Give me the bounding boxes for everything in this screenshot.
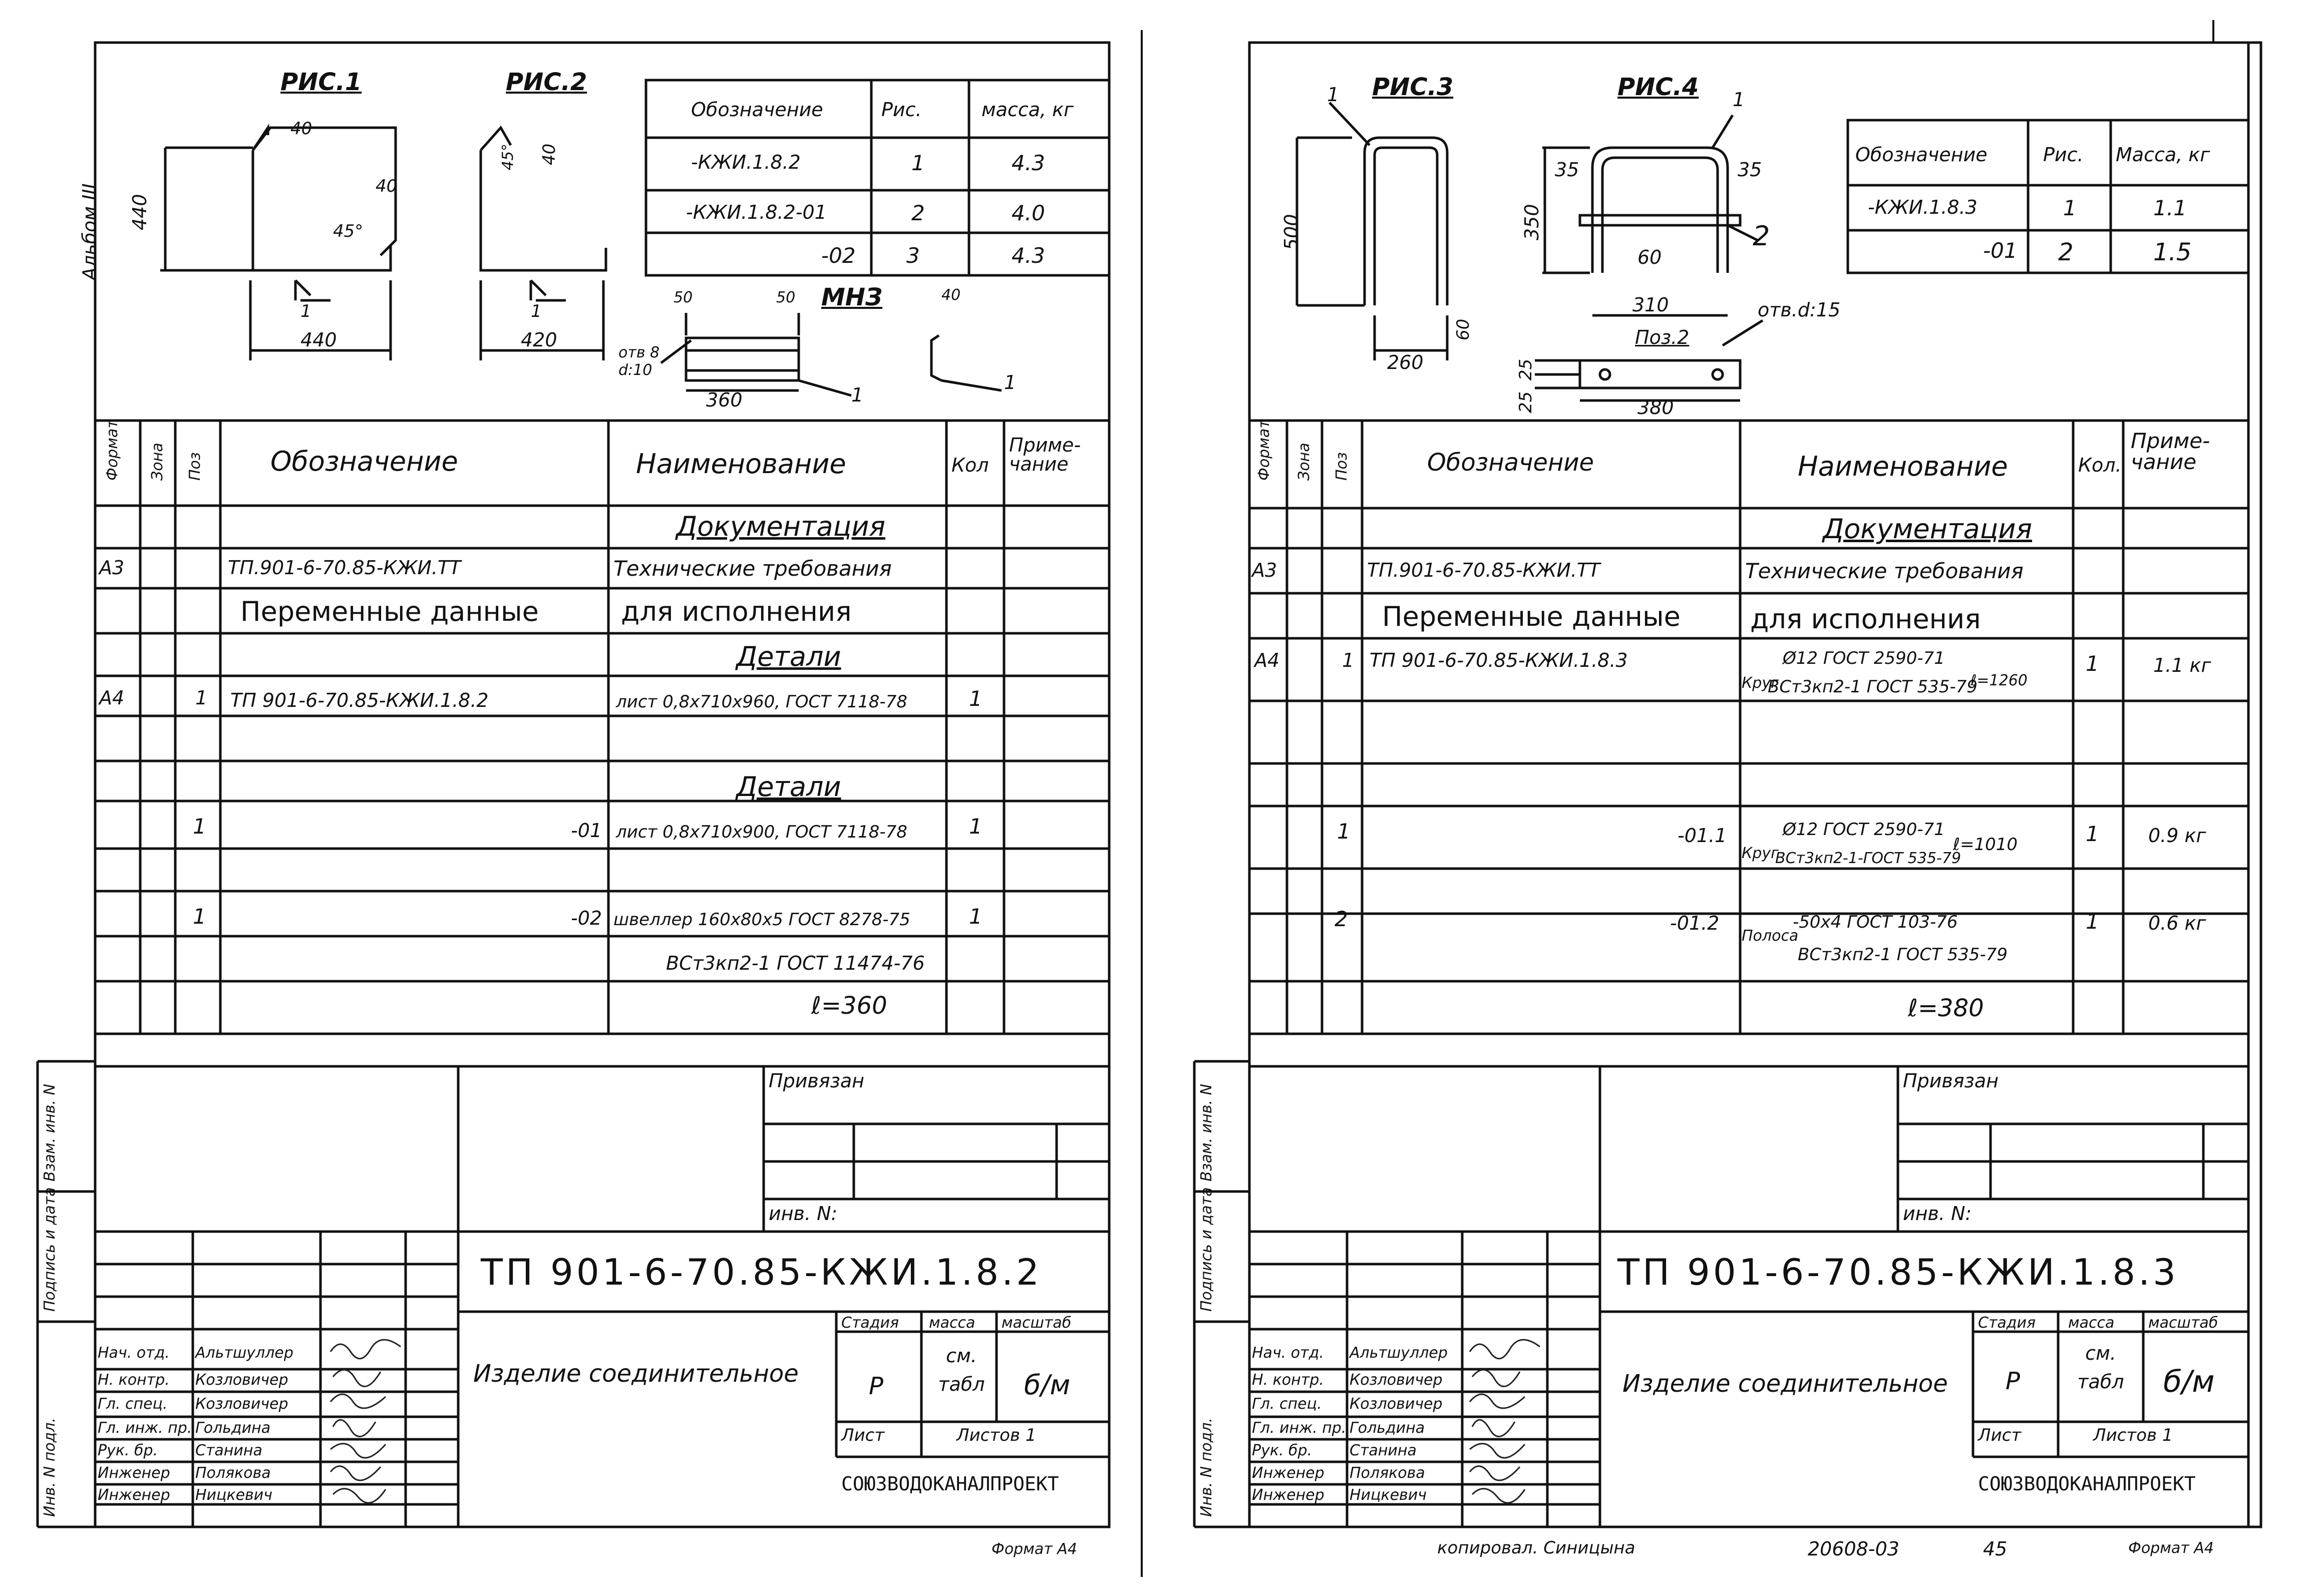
- right-staff-name-2: Козловичер: [1350, 1395, 1443, 1413]
- right-staff-role-1: Н. контр.: [1252, 1371, 1324, 1389]
- left-staff-name-3: Гольдина: [195, 1419, 271, 1437]
- mz3-hole-d: d:10: [618, 361, 652, 379]
- right-doc-code: ТП 901-6-70.85-КЖИ.1.8.3: [1617, 1251, 2179, 1293]
- left-spec-h-qty: Кол: [951, 454, 989, 476]
- fig4-dim-60b: 60: [1453, 318, 1473, 340]
- left-row1-pos: 1: [195, 687, 208, 709]
- right-staff-role-6: Инженер: [1252, 1486, 1325, 1504]
- fig4-dim-25b: 25: [1516, 391, 1536, 413]
- right-row1-note: 1.1 кг: [2153, 654, 2211, 676]
- right-row1-bottom: ВСт3кп2-1 ГОСТ 535-79: [1768, 677, 1978, 697]
- left-row2-pos: 1: [193, 814, 206, 839]
- right-row3-top: -50х4 ГОСТ 103-76: [1793, 912, 1958, 932]
- right-mass-r1c2: 1: [2063, 196, 2077, 220]
- right-row1-top: Ø12 ГОСТ 2590-71: [1783, 648, 1945, 668]
- right-row2-top: Ø12 ГОСТ 2590-71: [1783, 820, 1945, 840]
- left-scale: б/м: [1024, 1369, 1071, 1401]
- right-staff-role-4: Рук. бр.: [1252, 1442, 1312, 1459]
- right-staff-role-0: Нач. отд.: [1252, 1344, 1324, 1362]
- fig4-dim-height: 350: [1521, 204, 1543, 240]
- left-mass-h1: Обозначение: [691, 99, 823, 121]
- left-row2-qty: 1: [969, 814, 982, 839]
- left-format: Формат А4: [992, 1540, 1077, 1558]
- right-mass-r1c3: 1.1: [2153, 196, 2187, 220]
- right-row1-pos: 1: [1342, 649, 1355, 671]
- left-staff-role-6: Инженер: [98, 1486, 170, 1504]
- right-org: СОЮЗВОДОКАНАЛПРОЕКТ: [1978, 1473, 2196, 1495]
- left-spec-h-note: Приме-чание: [1009, 434, 1081, 475]
- right-staff-name-0: Альтшуллер: [1350, 1344, 1448, 1362]
- left-mass-r2c2: 2: [911, 201, 925, 225]
- left-spec-h-pos: Поз: [186, 452, 204, 481]
- left-staff-role-2: Гл. спец.: [98, 1395, 168, 1413]
- right-mass-h3: Масса, кг: [2116, 144, 2210, 166]
- right-row1-format: А4: [1254, 649, 1280, 671]
- fig2-title: РИС.2: [506, 68, 587, 96]
- left-section-details: Детали: [736, 641, 841, 672]
- left-row3-qty: 1: [969, 904, 982, 929]
- fig2-dim-width: 420: [521, 329, 557, 351]
- right-row1-designation: ТП 901-6-70.85-КЖИ.1.8.3: [1370, 649, 1628, 671]
- left-mass-h2: Рис.: [881, 99, 922, 121]
- right-row3-bottom: ВСт3кп2-1 ГОСТ 535-79: [1798, 945, 2008, 965]
- mz3-dim-left: 50: [674, 289, 693, 306]
- right-format: Формат А4: [2128, 1539, 2214, 1557]
- right-row2-bottom: ВСт3кп2-1-ГОСТ 535-79: [1775, 850, 1961, 867]
- right-staff-name-5: Полякова: [1350, 1464, 1425, 1482]
- right-variable: Переменные данные: [1382, 601, 1681, 632]
- left-album-stamp: Альбом III: [79, 183, 101, 280]
- left-mass-r2c3: 4.0: [1012, 201, 1045, 225]
- right-mass-r2c3: 1.5: [2153, 238, 2192, 266]
- right-mass-h1: Обозначение: [1855, 144, 1988, 166]
- right-copied: копировал. Синицына: [1437, 1538, 1635, 1558]
- right-stage: Р: [2006, 1367, 2020, 1395]
- right-row3-designation: -01.2: [1670, 912, 1720, 934]
- left-staff-role-4: Рук. бр.: [98, 1442, 158, 1459]
- fig1-dim-top: 40: [290, 119, 312, 139]
- fig4-hole: отв.d:15: [1758, 299, 1841, 321]
- right-row3-pos: 2: [1335, 907, 1348, 931]
- left-scale-h: масштаб: [1002, 1314, 1072, 1332]
- left-row2-designation: -01: [571, 820, 602, 842]
- left-signatures: [325, 1332, 406, 1527]
- left-row1-format: А4: [99, 687, 125, 709]
- left-side-label-1: Взам. инв. N: [41, 1084, 59, 1181]
- left-mass-r3c2: 3: [906, 243, 920, 268]
- right-staff-role-2: Гл. спец.: [1252, 1395, 1322, 1413]
- right-page: 45: [1983, 1538, 2008, 1560]
- left-spec-h-format: Формат: [104, 420, 121, 481]
- fig1-drawing: [160, 128, 396, 360]
- mz3-hole: отв 8: [618, 344, 660, 361]
- left-spec-section-doc: Документация: [676, 511, 885, 542]
- right-row3-qty: 1: [2086, 909, 2099, 934]
- left-row1-qty: 1: [969, 686, 982, 711]
- left-stage: Р: [869, 1372, 883, 1400]
- right-sheet: Лист: [1978, 1425, 2022, 1445]
- left-mass-r2c1: -КЖИ.1.8.2-01: [686, 201, 827, 223]
- right-spec-section-doc: Документация: [1823, 513, 2032, 545]
- right-doc-format: А3: [1252, 559, 1277, 581]
- left-mass-r1c1: -КЖИ.1.8.2: [691, 151, 801, 173]
- left-inv: инв. N:: [769, 1203, 838, 1225]
- right-side-label-3: Инв. N подл.: [1198, 1417, 1215, 1517]
- right-mass-r2c1: -01: [1983, 238, 2018, 263]
- left-row2-name: лист 0,8х710х900, ГОСТ 7118-78: [616, 822, 907, 842]
- right-row2-len: ℓ=1010: [1953, 835, 2018, 855]
- right-privyazan: Привязан: [1903, 1070, 1999, 1092]
- left-row3-name2: ВСт3кп2-1 ГОСТ 11474-76: [666, 952, 925, 974]
- right-mass: см. табл: [2077, 1342, 2124, 1393]
- left-privyazan: Привязан: [769, 1070, 864, 1092]
- right-doc-no: 20608-03: [1808, 1538, 1899, 1560]
- right-row2-pre: Круг: [1742, 845, 1779, 862]
- fig1-title: РИС.1: [280, 68, 362, 96]
- mz3-dim-length: 360: [706, 389, 743, 411]
- left-staff-name-5: Полякова: [195, 1464, 271, 1482]
- left-stage-h: Стадия: [841, 1314, 899, 1332]
- right-row2-qty: 1: [2086, 822, 2099, 846]
- right-spec-h-pos: Поз: [1333, 452, 1351, 481]
- fig1-dim-height: 440: [129, 194, 151, 230]
- left-staff-name-4: Станина: [195, 1442, 262, 1459]
- mz3-dim-right: 50: [776, 289, 796, 306]
- right-inv: инв. N:: [1903, 1203, 1972, 1225]
- left-staff-role-0: Нач. отд.: [98, 1344, 170, 1362]
- left-mass-r3c1: -02: [821, 243, 856, 268]
- right-staff-name-1: Козловичер: [1350, 1371, 1443, 1389]
- left-spec-h-designation: Обозначение: [270, 446, 458, 477]
- left-staff-name-2: Козловичер: [195, 1395, 288, 1413]
- fig2-dim-angle: 45°: [499, 143, 517, 170]
- mz3-pos-1: 1: [851, 384, 864, 406]
- right-mass-r1c1: -КЖИ.1.8.3: [1868, 196, 1978, 218]
- left-mass-r3c3: 4.3: [1012, 243, 1045, 268]
- fig4-dim-380: 380: [1637, 396, 1674, 419]
- right-spec-h-designation: Обозначение: [1427, 449, 1594, 477]
- right-row1-pre: Круг: [1742, 674, 1779, 692]
- left-mass-r1c3: 4.3: [1012, 151, 1045, 175]
- left-row3-designation: -02: [571, 907, 602, 929]
- right-row3-note: 0.6 кг: [2148, 912, 2206, 934]
- right-stage-h: Стадия: [1978, 1314, 2036, 1332]
- right-spec-h-zone: Зона: [1295, 443, 1313, 481]
- fig4-pos-1: 1: [1733, 89, 1745, 111]
- mz3-title: МНЗ: [821, 283, 883, 311]
- left-sheet: Лист: [841, 1425, 885, 1445]
- right-mass-h: масса: [2068, 1314, 2115, 1332]
- left-side-label-3: Инв. N подл.: [41, 1417, 59, 1517]
- left-doc-code: ТП 901-6-70.85-КЖИ.1.8.2: [481, 1251, 1042, 1293]
- fig4-pos-2-label: Поз.2: [1635, 326, 1690, 348]
- right-staff-name-4: Станина: [1350, 1442, 1417, 1459]
- left-variable: Переменные данные: [240, 596, 539, 627]
- right-sheet-border: [1249, 43, 2261, 1527]
- fig1-dim-width: 440: [300, 329, 337, 351]
- fig1-pos: 1: [300, 301, 311, 321]
- left-staff-name-6: Ницкевич: [195, 1486, 272, 1504]
- right-spec-h-note: Приме-чание: [2131, 429, 2210, 474]
- left-sheets: Листов 1: [956, 1425, 1037, 1445]
- left-staff-name-0: Альтшуллер: [195, 1344, 293, 1362]
- fig3-dim-height: 500: [1280, 214, 1302, 250]
- right-mass-h2: Рис.: [2043, 144, 2084, 166]
- right-row-length: ℓ=380: [1908, 994, 1984, 1022]
- right-doc-designation: ТП.901-6-70.85-КЖИ.ТТ: [1367, 559, 1600, 581]
- right-variable-for: для исполнения: [1750, 603, 1981, 635]
- right-row2-pos: 1: [1337, 819, 1351, 844]
- right-row2-designation: -01.1: [1678, 825, 1727, 847]
- left-staff-name-1: Козловичер: [195, 1371, 288, 1389]
- right-staff-name-3: Гольдина: [1350, 1419, 1425, 1437]
- left-row1-designation: ТП 901-6-70.85-КЖИ.1.8.2: [230, 689, 489, 711]
- fig2-dim-top: 40: [539, 143, 559, 165]
- right-sheets: Листов 1: [2093, 1425, 2173, 1445]
- right-side-label-2: Подпись и дата: [1198, 1187, 1215, 1312]
- right-spec-h-qty: Кол.: [2078, 454, 2122, 476]
- fig4-dim-310: 310: [1632, 294, 1669, 316]
- left-item-name: Изделие соединительное: [473, 1360, 799, 1388]
- right-row2-note: 0.9 кг: [2148, 825, 2206, 847]
- left-doc-format: А3: [99, 557, 125, 579]
- fig2-pos: 1: [531, 301, 542, 321]
- fig4-dim-25a: 25: [1516, 358, 1536, 380]
- left-mass-h: масса: [929, 1314, 975, 1332]
- right-mass-r2c2: 2: [2058, 238, 2074, 266]
- left-row3-name: швеллер 160х80х5 ГОСТ 8278-75: [613, 910, 910, 930]
- left-row1-name: лист 0,8х710х960, ГОСТ 7118-78: [616, 692, 907, 712]
- right-staff-role-5: Инженер: [1252, 1464, 1325, 1482]
- mz3-drawing: [661, 313, 1002, 395]
- fig4-pos-2: 2: [1753, 220, 1770, 252]
- left-sheet-border: [95, 43, 1109, 1527]
- fig1-dim-angle: 45°: [333, 221, 364, 241]
- left-mass-h3: масса, кг: [981, 99, 1074, 121]
- right-staff-name-6: Ницкевич: [1350, 1486, 1427, 1504]
- left-staff-role-3: Гл. инж. пр.: [98, 1419, 192, 1437]
- fig1-dim-right: 40: [376, 176, 398, 196]
- mz3-dim-flange: 40: [941, 286, 961, 304]
- left-mass-r1c2: 1: [911, 151, 925, 175]
- left-row3-pos: 1: [193, 904, 206, 929]
- right-row3-pre: Полоса: [1742, 927, 1799, 945]
- left-doc-name: Технические требования: [613, 556, 892, 581]
- left-spec-h-name: Наименование: [636, 448, 846, 480]
- left-doc-designation: ТП.901-6-70.85-КЖИ.ТТ: [228, 557, 461, 579]
- left-row3-length: ℓ=360: [811, 992, 887, 1020]
- fig4-dim-left: 35: [1555, 159, 1579, 181]
- left-staff-role-5: Инженер: [98, 1464, 170, 1482]
- right-row1-qty: 1: [2086, 651, 2099, 676]
- right-signatures: [1465, 1332, 1547, 1527]
- left-variable-for: для исполнения: [621, 596, 852, 627]
- right-doc-name: Технические требования: [1745, 559, 2024, 583]
- fig3-drawing: [1297, 103, 1447, 360]
- right-side-label-1: Взам. инв. N: [1198, 1084, 1215, 1181]
- left-spec-h-zone: Зона: [149, 443, 166, 481]
- left-side-label-2: Подпись и дата: [41, 1187, 59, 1312]
- right-spec-h-format: Формат: [1255, 420, 1273, 481]
- right-staff-role-3: Гл. инж. пр.: [1252, 1419, 1347, 1437]
- fig3-dim-width: 260: [1387, 351, 1424, 373]
- right-scale: б/м: [2163, 1364, 2215, 1399]
- fig3-title: РИС.3: [1372, 73, 1454, 101]
- fig3-pos: 1: [1327, 84, 1340, 106]
- mz3-pos-2: 1: [1004, 371, 1017, 393]
- fig4-dim-60a: 60: [1637, 246, 1662, 268]
- fig4-dim-right: 35: [1738, 159, 1762, 181]
- left-org: СОЮЗВОДОКАНАЛПРОЕКТ: [841, 1473, 1059, 1495]
- right-item-name: Изделие соединительное: [1622, 1370, 1948, 1398]
- fig4-title: РИС.4: [1617, 73, 1699, 101]
- right-scale-h: масштаб: [2148, 1314, 2218, 1332]
- left-section-details-2: Детали: [736, 771, 841, 803]
- right-row1-len: ℓ=1260: [1970, 672, 2028, 689]
- left-staff-role-1: Н. контр.: [98, 1371, 170, 1389]
- right-spec-h-name: Наименование: [1798, 451, 2008, 482]
- left-mass: см. табл: [938, 1345, 985, 1395]
